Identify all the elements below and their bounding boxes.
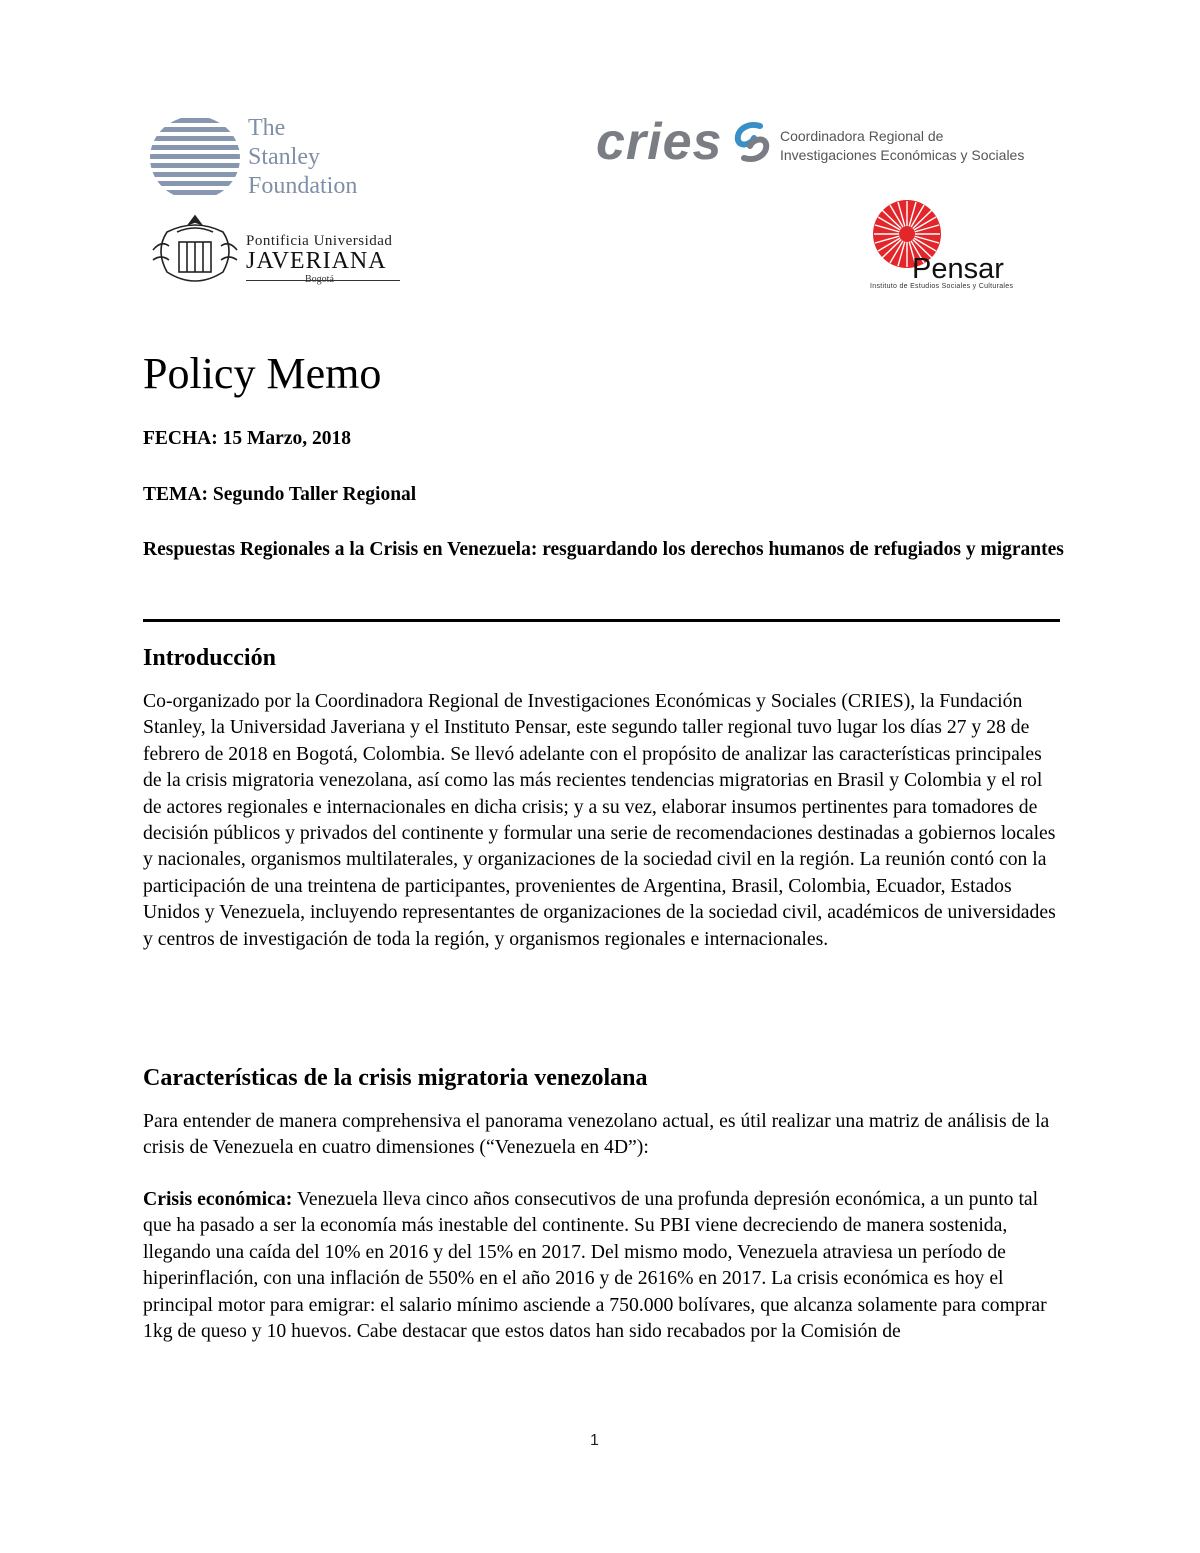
economic-crisis-paragraph (143, 1186, 1063, 1344)
memo-date: FECHA: 15 Marzo, 2018 (143, 428, 351, 449)
economic-crisis-text: Venezuela lleva cinco años consecutivos de una profunda depresión económica, a un punto tal que ha pasado a ser la economía más inestable del continente. Su PBI viene decreciendo de manera sostenida, llegando una caída del 10% en 2016 y del 15% en 2017. Del mismo modo, Venezuela atraviesa un período de hiperinflación, con una inflación de 550% en el año 2016 y de 2616% en 2017. La crisis económica es hoy el principal motor para emigrar: el salario mínimo asciende a 750.000 bolívares, que alcanza solamente para comprar 1kg de queso y 10 huevos. Cabe destacar que estos datos han sido recabados por la Comisión de (143, 1188, 1047, 1343)
cries-subtitle: Coordinadora Regional de Investigaciones Económicas y Sociales (780, 128, 1025, 163)
memo-topic: TEMA: Segundo Taller Regional (143, 484, 417, 505)
page-number: 1 (590, 1432, 599, 1449)
javeriana-line2: JAVERIANA (246, 248, 387, 274)
intro-heading: Introducción (143, 645, 276, 671)
pensar-wordmark: Pensar (912, 253, 1004, 285)
document-title: Policy Memo (143, 349, 382, 398)
intro-paragraph: Co-organizado por la Coordinadora Regional de Investigaciones Económicas y Sociales (CRIES), la Fundación Stanley, la Universidad Javeriana y el Instituto Pensar, este segundo taller regional tuvo lugar los días 27 y 28 de febrero de 2018 en Bogotá, Colombia. Se llevó adelante con el propósito de analizar las características principales de la crisis migratoria venezolana, así como las más recientes tendencias migratorias en Brasil y Colombia y el rol de actores regionales e internacionales en dicha crisis; y a su vez, elaborar insumos pertinentes para tomadores de decisión públicos y privados del continente y formular una serie de recomendaciones destinadas a gobiernos locales y nacionales, organismos multilaterales, y organizaciones de la sociedad civil en la región. La reunión contó con la participación de una treintena de participantes, provenientes de Argentina, Brasil, Colombia, Ecuador, Estados Unidos y Venezuela, incluyendo representantes de organizaciones de la sociedad civil, académicos de universidades y centros de investigación de toda la región, y organismos regionales e internacionales. (143, 690, 1056, 950)
section-divider (143, 619, 1060, 622)
stanley-foundation-emblem (150, 116, 240, 200)
javeriana-crest-icon (147, 210, 243, 292)
memo-subtitle: Respuestas Regionales a la Crisis en Venezuela: resguardando los derechos humanos de refugiados y migrantes (143, 539, 1064, 560)
stanley-foundation-wordmark: The Stanley Foundation (248, 115, 358, 199)
crisis-intro-paragraph: Para entender de manera comprehensiva el panorama venezolano actual, es útil realizar una matriz de análisis de la crisis de Venezuela en cuatro dimensiones (“Venezuela en 4D”): (143, 1110, 1050, 1159)
pensar-subtitle: Instituto de Estudios Sociales y Culturales (870, 283, 1014, 290)
cries-wordmark: cries (596, 113, 723, 171)
crisis-heading: Características de la crisis migratoria venezolana (143, 1065, 648, 1091)
economic-crisis-label: Crisis económica: (143, 1188, 293, 1210)
javeriana-line1: Pontificia Universidad (246, 233, 393, 249)
javeriana-city: Bogotá (305, 274, 334, 285)
cries-swirl-icon (730, 120, 774, 164)
